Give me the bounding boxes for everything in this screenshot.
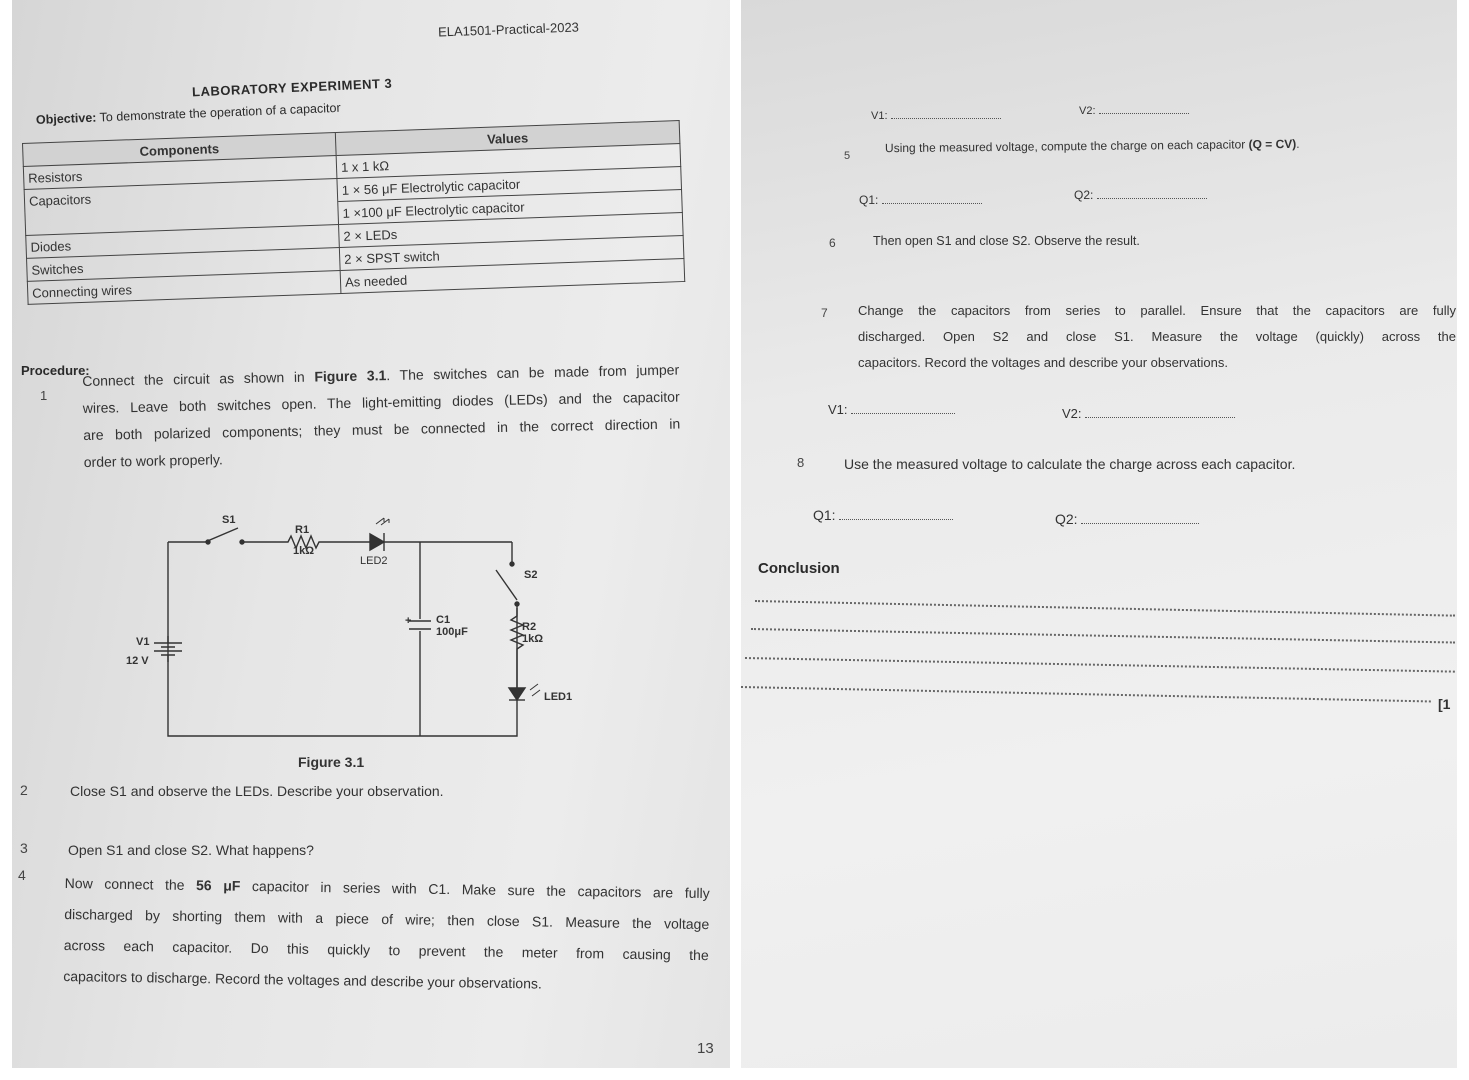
v1-answer-line[interactable] [851, 403, 955, 414]
label-s1: S1 [222, 514, 236, 526]
v2-answer-line[interactable] [1099, 103, 1189, 114]
table-cell-component: Capacitors [24, 179, 338, 213]
v1-label: V1: [871, 110, 888, 122]
conclusion-line[interactable] [741, 686, 1431, 702]
objective-label: Objective: [35, 110, 97, 127]
course-code: ELA1501-Practical-2023 [437, 19, 580, 40]
v2-label: V2: [1079, 105, 1096, 117]
step-number: 2 [20, 782, 28, 798]
v1-answer-line[interactable] [891, 108, 1001, 119]
v1-answer-row [828, 402, 955, 417]
step-8-text: Use the measured voltage to calculate the charge across each capacitor. [844, 456, 1296, 472]
label-r1: R1 [295, 524, 310, 536]
label-v1-value: 12 V [126, 655, 149, 667]
charge-formula: (Q = CV) [1248, 136, 1297, 152]
table-cell-value: 1 x 1 kΩ [336, 144, 681, 179]
step-5-text: Using the measured voltage, compute the charge on each capacitor (Q = CV). [884, 136, 1300, 156]
conclusion-line[interactable] [751, 628, 1455, 644]
conclusion-line[interactable] [755, 600, 1455, 617]
table-cell-value: 2 × SPST switch [339, 235, 684, 270]
q1-answer-line[interactable] [882, 193, 982, 204]
step-4-line: capacitors to discharge. Record the voltages and describe your observations. [63, 967, 542, 992]
step-4-text [63, 868, 710, 1002]
left-page [12, 0, 730, 1068]
step-number: 3 [20, 840, 28, 856]
label-s2: S2 [524, 569, 538, 581]
step-4-line: discharged by shorting them with a piece of wire; then close S1. Measure the voltage [64, 905, 710, 933]
v2-answer-row [1079, 103, 1189, 117]
step-number: 5 [844, 150, 851, 162]
step-number: 1 [40, 388, 48, 403]
conclusion-line[interactable] [745, 657, 1455, 673]
q1-label: Q1: [859, 193, 879, 207]
q2-answer-row [1055, 511, 1199, 527]
table-cell-component: Switches [27, 247, 341, 281]
step-3-text: Open S1 and close S2. What happens? [68, 842, 314, 858]
component-table [22, 120, 685, 305]
step-6-text: Then open S1 and close S2. Observe the result. [873, 234, 1140, 248]
step-1-line: Connect the circuit as shown in Figure 3.1. The switches can be made from jumper [82, 361, 680, 389]
step-7-line: discharged. Open S2 and close S1. Measure the voltage (quickly) across the [858, 329, 1456, 344]
table-cell-value: 1 ×100 μF Electrolytic capacitor [338, 190, 683, 225]
q2-label: Q2: [1055, 511, 1078, 527]
q1-answer-row [859, 193, 982, 207]
label-led2: LED2 [360, 555, 388, 567]
page-number: 13 [697, 1040, 714, 1057]
procedure-label: Procedure: [21, 363, 90, 378]
table-cell-value: As needed [340, 258, 685, 293]
q1-answer-line[interactable] [839, 509, 953, 520]
label-r2: R2 [522, 621, 537, 633]
label-c1-plus: + [405, 615, 412, 627]
marks-label: [1 [1438, 696, 1451, 712]
table-cell-component: Connecting wires [27, 270, 341, 304]
table-header-components: Components [23, 133, 337, 167]
label-c1-value: 100μF [436, 626, 468, 638]
q2-answer-row [1074, 188, 1207, 202]
q2-answer-line[interactable] [1081, 513, 1199, 524]
step-number: 6 [829, 236, 836, 250]
step-1-line: order to work properly. [83, 451, 223, 470]
conclusion-heading: Conclusion [758, 560, 840, 577]
step-7-line: capacitors. Record the voltages and describe your observations. [858, 355, 1228, 370]
step-number: 8 [797, 455, 805, 470]
right-page [741, 0, 1457, 1068]
step-4-line: Now connect the 56 μF capacitor in series with C1. Make sure the capacitors are fully [64, 874, 710, 902]
v1-answer-row [871, 108, 1001, 122]
step-7-text [858, 298, 1456, 376]
v2-answer-row [1062, 406, 1235, 421]
table-cell-value: 1 × 56 μF Electrolytic capacitor [337, 167, 682, 202]
label-c1: C1 [436, 614, 451, 626]
label-v1: V1 [136, 636, 150, 648]
v2-answer-line[interactable] [1085, 407, 1235, 418]
figure-caption: Figure 3.1 [298, 754, 365, 770]
q1-label: Q1: [813, 507, 836, 523]
lab-title: LABORATORY EXPERIMENT 3 [191, 75, 393, 100]
v1-label: V1: [828, 402, 848, 417]
step-7-line: Change the capacitors from series to parallel. Ensure that the capacitors are fully [858, 303, 1456, 318]
step-1-text [82, 357, 681, 476]
table-header-values: Values [335, 121, 680, 156]
q1-answer-row [813, 507, 953, 523]
label-r2-value: 1kΩ [522, 633, 544, 645]
table-cell-component: Diodes [26, 225, 340, 259]
table-cell-component: Resistors [23, 156, 337, 190]
step-4-line: across each capacitor. Do this quickly to prevent the meter from causing the [63, 936, 709, 964]
v2-label: V2: [1062, 406, 1082, 421]
q2-label: Q2: [1074, 188, 1094, 202]
step-number: 7 [821, 306, 828, 320]
label-r1-value: 1kΩ [293, 545, 315, 557]
table-cell-value: 2 × LEDs [339, 212, 684, 247]
step-1-line: wires. Leave both switches open. The light-emitting diodes (LEDs) and the capacitor [82, 388, 680, 416]
objective-text: To demonstrate the operation of a capacitor [99, 100, 341, 125]
q2-answer-line[interactable] [1097, 188, 1207, 199]
step-number: 4 [18, 867, 26, 883]
step-1-line: are both polarized components; they must be connected in the correct direction in [83, 415, 681, 443]
step-2-text: Close S1 and observe the LEDs. Describe your observation. [70, 783, 444, 799]
label-led1: LED1 [544, 691, 573, 703]
objective [36, 101, 341, 127]
circuit-diagram [12, 500, 730, 750]
